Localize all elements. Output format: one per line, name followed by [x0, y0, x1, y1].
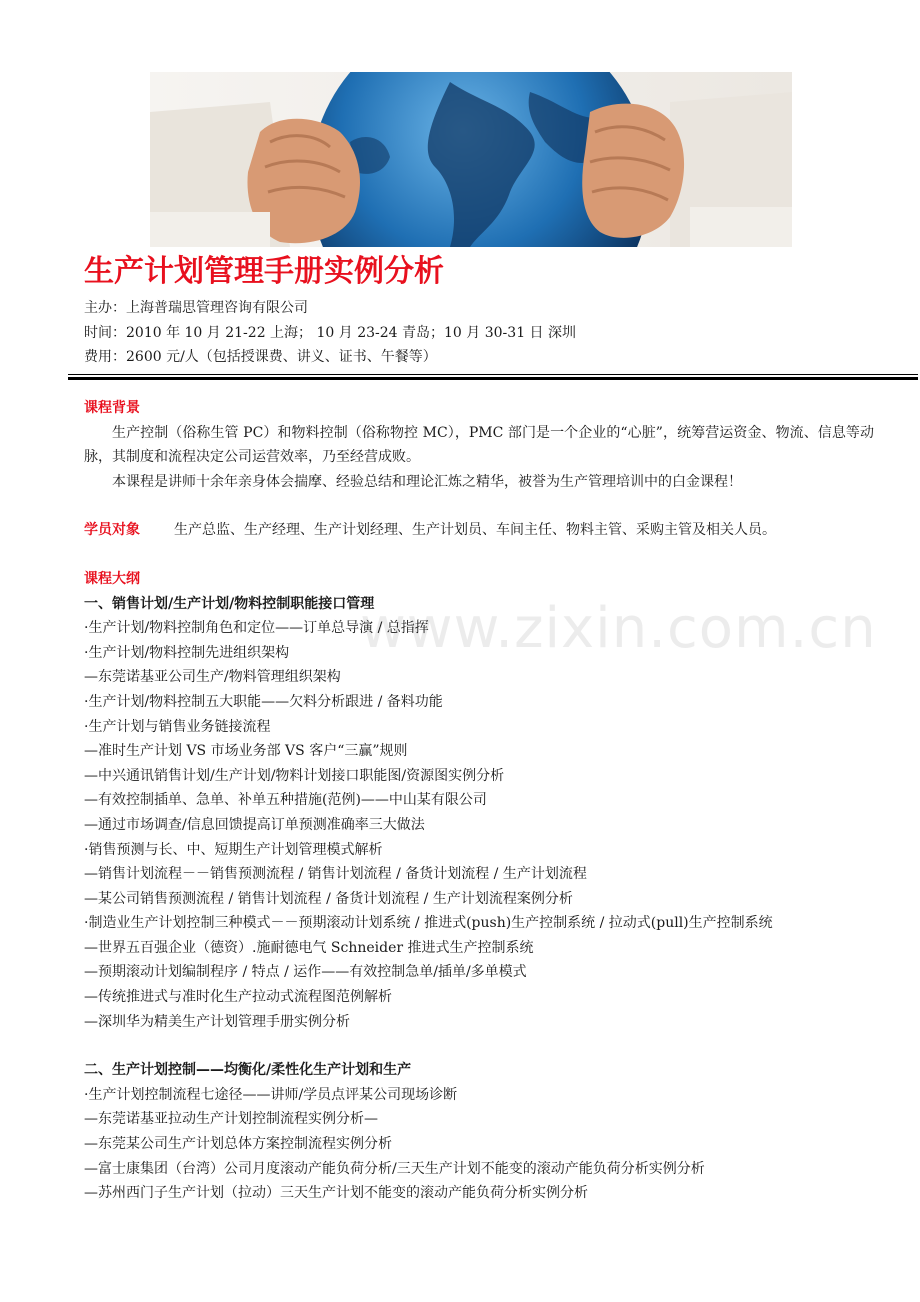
divider-thick [68, 377, 918, 380]
list-item: —苏州西门子生产计划（拉动）三天生产计划不能变的滚动产能负荷分析实例分析 [84, 1185, 588, 1202]
list-item: —某公司销售预测流程 / 销售计划流程 / 备货计划流程 / 生产计划流程案例分析 [84, 890, 573, 907]
list-item: —深圳华为精美生产计划管理手册实例分析 [84, 1013, 350, 1030]
list-item: ·生产计划/物料控制角色和定位——订单总导演 / 总指挥 [84, 620, 429, 637]
list-item: —传统推进式与准时化生产拉动式流程图范例解析 [84, 989, 392, 1006]
list-item: —东莞诺基亚公司生产/物料管理组织架构 [84, 669, 341, 686]
background-heading: 课程背景 [84, 400, 140, 416]
banner-image [150, 72, 792, 247]
list-item: ·生产计划/物料控制先进组织架构 [84, 644, 290, 661]
section-1-title: 一、销售计划/生产计划/物料控制职能接口管理 [84, 595, 375, 612]
time-text: 时间：2010 年 10 月 21-22 上海； 10 月 23-24 青岛；10 月 30-31 日 深圳 [84, 324, 577, 341]
list-item: ·生产计划控制流程七途径——讲师/学员点评某公司现场诊断 [84, 1086, 458, 1103]
page-title: 生产计划管理手册实例分析 [84, 254, 444, 289]
course-info [84, 296, 576, 370]
list-item: —中兴通讯销售计划/生产计划/物料计划接口职能图/资源图实例分析 [84, 767, 505, 784]
list-item: —东莞某公司生产计划总体方案控制流程实例分析 [84, 1136, 392, 1153]
audience-heading: 学员对象 [84, 522, 140, 539]
spacer [84, 543, 874, 567]
audience-row [84, 518, 874, 543]
list-item: —通过市场调查/信息回馈提高订单预测准确率三大做法 [84, 816, 425, 833]
section-1-list [84, 616, 874, 1034]
background-paragraph-1: 生产控制（俗称生管 PC）和物料控制（俗称物控 MC），PMC 部门是一个企业的“心脏”，统筹营运资金、物流、信息等动脉，其制度和流程决定公司运营效率，乃至经营成败。 [84, 424, 874, 466]
list-item: —东莞诺基亚拉动生产计划控制流程实例分析— [84, 1111, 378, 1128]
list-item: —富士康集团（台湾）公司月度滚动产能负荷分析/三天生产计划不能变的滚动产能负荷分析实例分析 [84, 1160, 705, 1177]
main-content [84, 396, 874, 1206]
spacer [84, 1034, 874, 1058]
list-item: —销售计划流程－－销售预测流程 / 销售计划流程 / 备货计划流程 / 生产计划流程 [84, 866, 587, 883]
list-item: —有效控制插单、急单、补单五种措施(范例)——中山某有限公司 [84, 792, 487, 809]
list-item: ·销售预测与长、中、短期生产计划管理模式解析 [84, 841, 383, 858]
list-item: —预期滚动计划编制程序 / 特点 / 运作——有效控制急单/插单/多单模式 [84, 964, 527, 981]
section-2-list [84, 1083, 874, 1206]
fee-text: 费用：2600 元/人（包括授课费、讲义、证书、午餐等） [84, 349, 437, 365]
spacer [84, 494, 874, 518]
list-item: —准时生产计划 VS 市场业务部 VS 客户“三赢”规则 [84, 743, 408, 760]
list-item: —世界五百强企业（德资）.施耐德电气 Schneider 推进式生产控制系统 [84, 939, 534, 956]
list-item: ·生产计划与销售业务链接流程 [84, 718, 271, 735]
outline-heading: 课程大纲 [84, 570, 140, 587]
list-item: ·制造业生产计划控制三种模式－－预期滚动计划系统 / 推进式(push)生产控制系统 / 拉动式(pull)生产控制系统 [84, 915, 773, 932]
section-2-title: 二、生产计划控制——均衡化/柔性化生产计划和生产 [84, 1062, 412, 1079]
watermark: www.zixin.com.cn [360, 596, 877, 661]
organizer-text: 主办：上海普瑞思管理咨询有限公司 [84, 300, 308, 316]
background-paragraph-2: 本课程是讲师十余年亲身体会揣摩、经验总结和理论汇炼之精华，被誉为生产管理培训中的白金课程！ [112, 473, 742, 490]
list-item: ·生产计划/物料控制五大职能——欠料分析跟进 / 备料功能 [84, 693, 443, 710]
divider-thin [68, 374, 918, 375]
audience-text: 生产总监、生产经理、生产计划经理、生产计划员、车间主任、物料主管、采购主管及相关人员。 [174, 522, 776, 539]
